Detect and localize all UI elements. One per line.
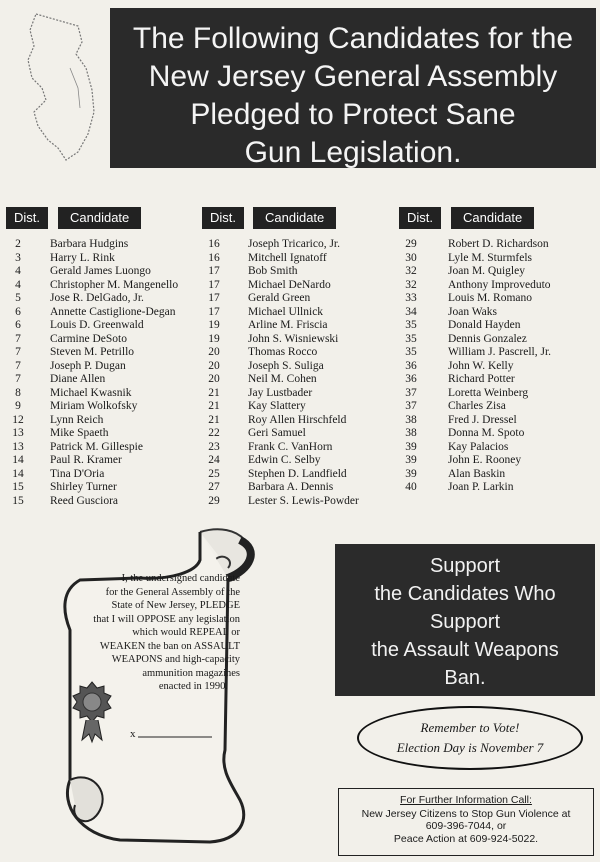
- headline-line: New Jersey General Assembly: [148, 60, 558, 93]
- candidate-row: [399, 319, 594, 333]
- candidate-header: Candidate: [253, 207, 336, 229]
- support-line: Ban.: [444, 667, 486, 689]
- candidate-name: Robert D. Richardson: [448, 238, 549, 250]
- candidate-row: [202, 387, 392, 401]
- candidate-row: [399, 481, 594, 495]
- candidate-row: [399, 387, 594, 401]
- candidate-row: [6, 400, 196, 414]
- candidate-name: John W. Kelly: [448, 359, 514, 372]
- candidate-row: [202, 495, 392, 509]
- district-number: 8: [15, 386, 21, 399]
- district-number: 17: [208, 292, 220, 304]
- candidate-name: Alan Baskin: [448, 467, 506, 480]
- candidate-name: Carmine DeSoto: [50, 332, 127, 345]
- candidate-row: [399, 468, 594, 482]
- candidate-name: Geri Samuel: [248, 427, 306, 439]
- candidate-name: Gerald Green: [248, 292, 311, 304]
- candidate-name: Bob Smith: [248, 265, 298, 277]
- support-banner: [335, 544, 595, 696]
- candidate-name: Tina D'Oria: [50, 467, 105, 480]
- candidate-name: Harry L. Rink: [50, 251, 115, 264]
- candidate-row: [399, 454, 594, 468]
- candidate-row: [202, 400, 392, 414]
- candidate-row: [202, 319, 392, 333]
- headline-banner: [110, 8, 596, 168]
- candidate-name: Michael Kwasnik: [50, 386, 132, 399]
- candidate-row: [202, 373, 392, 387]
- district-number: 39: [405, 440, 417, 453]
- pledge-line: WEAKEN the ban on ASSAULT: [99, 640, 240, 652]
- headline-line: Gun Legislation.: [244, 136, 462, 169]
- candidate-row: [399, 252, 594, 266]
- district-number: 35: [405, 346, 417, 358]
- candidate-row: [399, 441, 594, 455]
- district-number: 12: [12, 413, 24, 426]
- district-number: 21: [208, 386, 220, 399]
- reminder-line-1: Remember to Vote!: [420, 720, 520, 735]
- district-number: 36: [405, 373, 417, 385]
- candidate-name: Joseph P. Dugan: [50, 359, 126, 372]
- candidate-row: [399, 346, 594, 360]
- district-number: 17: [208, 278, 220, 291]
- candidate-row: [6, 414, 196, 428]
- contact-line: Peace Action at 609-924-5022.: [393, 832, 539, 845]
- district-number: 13: [12, 427, 24, 439]
- candidate-row: [202, 346, 392, 360]
- candidate-row: [202, 292, 392, 306]
- candidate-name: Joseph Tricarico, Jr.: [248, 238, 340, 250]
- candidate-row: [6, 441, 196, 455]
- candidate-name: Patrick M. Gillespie: [50, 440, 143, 453]
- candidate-row: [202, 238, 392, 252]
- vote-reminder-oval: [357, 706, 583, 770]
- district-number: 37: [405, 400, 417, 412]
- candidate-row: [202, 360, 392, 374]
- candidate-name: Thomas Rocco: [248, 346, 318, 358]
- candidate-column-1: [6, 207, 196, 508]
- district-number: 15: [12, 481, 24, 493]
- district-number: 9: [15, 400, 21, 412]
- candidate-row: [6, 252, 196, 266]
- pledge-line: for the General Assembly of the: [105, 586, 240, 598]
- candidate-name: Roy Allen Hirschfeld: [248, 413, 347, 426]
- candidate-name: Dennis Gonzalez: [448, 332, 527, 345]
- district-number: 20: [208, 373, 220, 385]
- district-number: 22: [208, 427, 220, 439]
- candidate-row: [6, 279, 196, 293]
- pledge-line: ammunition magazines: [142, 667, 240, 679]
- contact-line: 609-396-7044, or: [425, 820, 507, 832]
- candidate-row: [399, 333, 594, 347]
- candidate-name: Gerald James Luongo: [50, 265, 151, 277]
- candidate-row: [6, 454, 196, 468]
- candidate-row: [6, 427, 196, 441]
- candidate-column-3: [399, 207, 594, 495]
- district-number: 17: [208, 265, 220, 277]
- contact-heading: For Further Information Call:: [400, 794, 532, 806]
- candidate-row: [202, 279, 392, 293]
- candidate-row: [202, 468, 392, 482]
- candidate-header: Candidate: [451, 207, 534, 229]
- candidate-name: John S. Wisniewski: [248, 332, 339, 345]
- district-number: 6: [15, 305, 21, 318]
- candidate-name: Jay Lustbader: [248, 386, 313, 399]
- candidate-row: [6, 319, 196, 333]
- candidate-name: Kay Palacios: [448, 440, 509, 453]
- candidate-row: [202, 441, 392, 455]
- district-number: 19: [208, 332, 220, 345]
- pledge-line: that I will OPPOSE any legislation: [93, 613, 240, 625]
- district-number: 21: [208, 413, 220, 426]
- candidate-name: Stephen D. Landfield: [248, 467, 347, 480]
- candidate-name: Lynn Reich: [50, 413, 104, 426]
- candidate-row: [6, 360, 196, 374]
- candidate-row: [202, 427, 392, 441]
- district-number: 36: [405, 359, 417, 372]
- candidate-header: Candidate: [58, 207, 141, 229]
- headline-line: Pledged to Protect Sane: [190, 98, 516, 131]
- candidate-row: [6, 468, 196, 482]
- candidate-row: [399, 400, 594, 414]
- candidate-name: Joan P. Larkin: [448, 481, 514, 493]
- candidate-row: [6, 265, 196, 279]
- candidate-row: [399, 292, 594, 306]
- district-number: 21: [208, 400, 220, 412]
- support-line: Support: [429, 611, 501, 633]
- candidate-name: Barbara A. Dennis: [248, 481, 334, 493]
- candidate-name: Steven M. Petrillo: [50, 346, 135, 358]
- signature-mark: x: [130, 728, 136, 740]
- candidate-name: Jose R. DelGado, Jr.: [50, 292, 144, 304]
- district-number: 3: [15, 251, 21, 264]
- reminder-line-2: Election Day is November 7: [396, 740, 544, 755]
- district-number: 5: [15, 292, 21, 304]
- candidate-row: [399, 414, 594, 428]
- candidate-name: William J. Pascrell, Jr.: [448, 346, 552, 358]
- candidate-row: [399, 279, 594, 293]
- contact-info-box: [338, 788, 594, 856]
- candidate-name: Joan M. Quigley: [448, 265, 525, 277]
- district-number: 27: [208, 481, 220, 493]
- candidate-row: [6, 333, 196, 347]
- pledge-line: enacted in 1990.: [158, 681, 228, 692]
- candidate-row: [399, 306, 594, 320]
- candidate-name: Michael Ullnick: [248, 305, 324, 318]
- candidate-row: [6, 292, 196, 306]
- candidate-row: [6, 346, 196, 360]
- headline-line: The Following Candidates for the: [132, 22, 574, 55]
- candidate-name: Diane Allen: [50, 373, 106, 385]
- candidate-name: Edwin C. Selby: [248, 454, 321, 466]
- candidate-name: Christopher M. Mangenello: [50, 278, 179, 291]
- candidate-name: Shirley Turner: [50, 481, 117, 493]
- district-number: 35: [405, 332, 417, 345]
- district-number: 39: [405, 467, 417, 480]
- district-number: 20: [208, 359, 220, 372]
- district-number: 4: [15, 278, 21, 291]
- candidate-name: Kay Slattery: [248, 400, 306, 412]
- contact-line: New Jersey Citizens to Stop Gun Violence at: [361, 807, 571, 820]
- district-number: 38: [405, 427, 417, 439]
- support-line: the Assault Weapons: [371, 639, 559, 661]
- candidate-row: [6, 238, 196, 252]
- district-number: 39: [405, 454, 417, 466]
- candidate-name: John E. Rooney: [448, 454, 522, 466]
- candidate-row: [6, 373, 196, 387]
- district-number: 29: [208, 494, 220, 507]
- district-number: 17: [208, 305, 220, 318]
- district-number: 7: [15, 359, 21, 372]
- dist-header: Dist.: [6, 207, 48, 229]
- district-number: 23: [208, 440, 220, 453]
- candidate-row: [6, 387, 196, 401]
- candidate-row: [399, 373, 594, 387]
- candidate-name: Fred J. Dressel: [448, 413, 517, 426]
- candidate-row: [6, 306, 196, 320]
- candidate-name: Annette Castiglione-Degan: [50, 305, 176, 318]
- district-number: 4: [15, 265, 21, 277]
- district-number: 32: [405, 265, 417, 277]
- candidate-name: Donald Hayden: [448, 319, 521, 331]
- candidate-row: [399, 427, 594, 441]
- dist-header: Dist.: [202, 207, 244, 229]
- pledge-line: State of New Jersey, PLEDGE: [111, 600, 240, 611]
- candidate-row: [202, 481, 392, 495]
- candidate-row: [202, 333, 392, 347]
- candidate-name: Loretta Weinberg: [448, 386, 529, 399]
- candidate-name: Joseph S. Suliga: [248, 359, 324, 372]
- district-number: 7: [15, 373, 21, 385]
- district-number: 19: [208, 319, 220, 331]
- candidate-name: Lyle M. Sturmfels: [448, 251, 533, 264]
- candidate-name: Paul R. Kramer: [50, 454, 122, 466]
- candidate-row: [6, 495, 196, 509]
- district-number: 37: [405, 386, 417, 399]
- district-number: 24: [208, 454, 220, 466]
- pledge-text: [60, 572, 240, 694]
- district-number: 13: [12, 440, 24, 453]
- candidate-name: Donna M. Spoto: [448, 427, 525, 439]
- candidate-name: Louis D. Greenwald: [50, 319, 144, 331]
- candidate-row: [399, 238, 594, 252]
- district-number: 38: [405, 413, 417, 426]
- district-number: 25: [208, 467, 220, 480]
- candidate-row: [6, 481, 196, 495]
- candidate-name: Anthony Improveduto: [448, 278, 551, 291]
- candidate-name: Neil M. Cohen: [248, 373, 317, 385]
- candidate-name: Lester S. Lewis-Powder: [248, 494, 359, 507]
- candidate-name: Charles Zisa: [448, 400, 506, 412]
- candidate-rows: [202, 238, 392, 508]
- pledge-line: WEAPONS and high-capacity: [111, 654, 240, 665]
- candidate-row: [399, 360, 594, 374]
- candidate-name: Mitchell Ignatoff: [248, 251, 327, 264]
- candidate-name: Reed Gusciora: [50, 494, 119, 507]
- district-number: 14: [12, 454, 24, 466]
- district-number: 6: [15, 319, 21, 331]
- candidate-row: [202, 454, 392, 468]
- district-number: 14: [12, 467, 24, 480]
- candidate-name: Arline M. Friscia: [248, 319, 328, 331]
- candidate-name: Mike Spaeth: [50, 427, 109, 439]
- district-number: 7: [15, 332, 21, 345]
- district-number: 33: [405, 292, 417, 304]
- district-number: 40: [405, 481, 417, 493]
- district-number: 29: [405, 238, 417, 250]
- support-line: Support: [429, 555, 501, 577]
- candidate-row: [202, 414, 392, 428]
- district-number: 34: [405, 305, 417, 318]
- district-number: 15: [12, 494, 24, 507]
- candidate-name: Michael DeNardo: [248, 278, 331, 291]
- dist-header: Dist.: [399, 207, 441, 229]
- district-number: 16: [208, 238, 220, 250]
- candidate-name: Louis M. Romano: [448, 292, 533, 304]
- district-number: 20: [208, 346, 220, 358]
- district-number: 7: [15, 346, 21, 358]
- district-number: 16: [208, 251, 220, 264]
- candidate-rows: [6, 238, 196, 508]
- candidate-row: [399, 265, 594, 279]
- candidate-name: Miriam Wolkofsky: [50, 400, 138, 412]
- pledge-line: which would REPEAL or: [132, 627, 240, 638]
- candidate-name: Barbara Hudgins: [50, 238, 129, 250]
- candidate-name: Joan Waks: [448, 305, 498, 318]
- candidate-name: Richard Potter: [448, 373, 515, 385]
- candidate-rows: [399, 238, 594, 495]
- candidate-name: Frank C. VanHorn: [248, 440, 333, 453]
- district-number: 2: [15, 238, 21, 250]
- support-line: the Candidates Who: [374, 583, 556, 605]
- district-number: 30: [405, 251, 417, 264]
- district-number: 35: [405, 319, 417, 331]
- pledge-line: I, the undersigned candidate: [121, 573, 240, 584]
- candidate-column-2: [202, 207, 392, 508]
- candidate-row: [202, 306, 392, 320]
- district-number: 32: [405, 278, 417, 291]
- candidate-row: [202, 252, 392, 266]
- candidate-row: [202, 265, 392, 279]
- new-jersey-map: [8, 8, 108, 168]
